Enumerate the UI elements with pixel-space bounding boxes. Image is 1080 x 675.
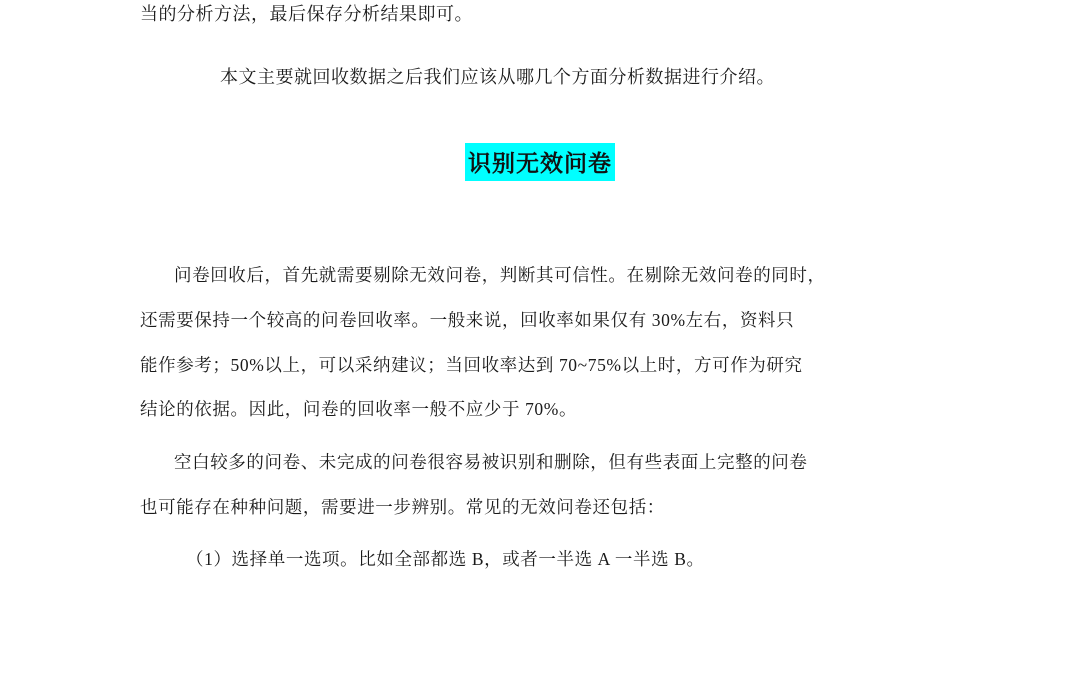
body-line: 还需要保持一个较高的问卷回收率。一般来说，回收率如果仅有 30%左右，资料只 <box>140 310 795 330</box>
section-heading-wrapper <box>140 143 940 181</box>
paragraph-continuation: 当的分析方法，最后保存分析结果即可。 <box>140 4 473 24</box>
section-heading: 识别无效问卷 <box>465 143 615 181</box>
list-block <box>140 537 940 582</box>
body-line: 空白较多的问卷、未完成的问卷很容易被识别和删除，但有些表面上完整的问卷 <box>174 451 808 472</box>
body-line: 结论的依据。因此，问卷的回收率一般不应少于 70%。 <box>140 399 578 420</box>
list-item: （1）选择单一选项。比如全部都选 B，或者一半选 A 一半选 B。 <box>186 549 705 570</box>
body-line: 也可能存在种种问题，需要进一步辨别。常见的无效问卷还包括： <box>140 496 665 517</box>
paragraph-intro: 本文主要就回收数据之后我们应该从哪几个方面分析数据进行介绍。 <box>220 66 775 87</box>
document-content <box>140 0 940 582</box>
section-one-block <box>140 253 940 432</box>
body-line: 问卷回收后，首先就需要剔除无效问卷，判断其可信性。在剔除无效问卷的同时， <box>174 265 826 286</box>
body-line: 能作参考；50%以上，可以采纳建议；当回收率达到 70~75%以上时，方可作为研究 <box>140 354 803 375</box>
section-two-block <box>140 440 940 529</box>
